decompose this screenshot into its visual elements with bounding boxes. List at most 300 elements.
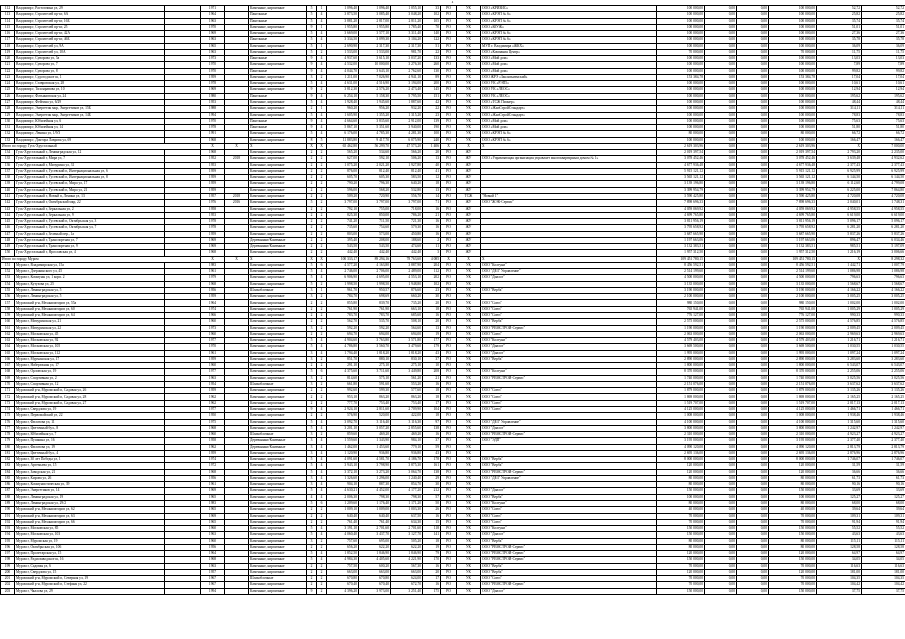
- cell-cost-total: 100 000,00: [657, 93, 705, 99]
- cell-floors: 5: [307, 551, 317, 557]
- cell-private-area: 798,30: [391, 494, 423, 500]
- cell-address: Владимир г, Юбилейная ул, 6: [15, 118, 165, 124]
- cell-cost-budget: 0,00: [737, 237, 769, 243]
- cell-max-cost-per-sqm: 4 958,55: [862, 206, 905, 212]
- cell-address: Муром г, Спортивная ул, 2: [15, 375, 165, 381]
- cell-cost-owners: 100 000,00: [769, 112, 817, 118]
- cell-entrances: 4: [317, 482, 327, 488]
- cell-row-number: 129: [1, 112, 15, 118]
- cell-floors: 5: [307, 419, 317, 425]
- cell-residential-area: 3 560,70: [359, 344, 391, 350]
- cell-total-area: 855,80: [327, 300, 359, 306]
- cell-max-cost-per-sqm: 1 568,67: [862, 281, 905, 287]
- cell-max-cost-per-sqm: 2 377,43: [862, 162, 905, 168]
- cell-cost-fund: 0,00: [705, 37, 737, 43]
- cell-row-number: 201: [1, 576, 15, 582]
- cell-address: Владимир г, Растопчина ул, 29: [15, 6, 165, 12]
- cell-address: Владимир г, Строителей пр-кт, 42А: [15, 31, 165, 37]
- cell-cost-per-sqm: 2 040,01: [817, 200, 862, 206]
- cell-floors: 2: [307, 250, 317, 256]
- cell-row-number: 153: [1, 275, 15, 281]
- cell-manager-type: УК: [457, 269, 481, 275]
- cell-residential-area: 720,90: [359, 193, 391, 199]
- cell-cost-total: 3 590 425,80: [657, 193, 705, 199]
- cell-residential-area: 4 405,60: [359, 557, 391, 563]
- cell-residential-area: 1 296,00: [359, 475, 391, 481]
- cell-wall-material: Каменные, кирпичные: [249, 168, 307, 174]
- cell-cost-budget: 0,00: [737, 544, 769, 550]
- cell-year-built: 1968: [201, 250, 225, 256]
- cell-entrances: 4: [317, 18, 327, 24]
- cell-address: Владимир г, Строителей пр-кт, 46Б: [15, 37, 165, 43]
- cell-manager-type: УК: [457, 475, 481, 481]
- cell-total-area: 4 396,20: [327, 588, 359, 594]
- cell-residential-area: 1 818,20: [359, 350, 391, 356]
- cell-cost-total: 100 000,00: [657, 62, 705, 68]
- cell-address: Муром г, 30 лет Победы ул, 1: [15, 457, 165, 463]
- cell-floors: 5: [307, 81, 317, 87]
- cell-year-built: 1965: [201, 519, 225, 525]
- cell-row-number: 141: [1, 193, 15, 199]
- cell-row-number: 175: [1, 413, 15, 419]
- cell-cost-owners: 100 000,00: [769, 56, 817, 62]
- cell-private-area: 577,60: [391, 388, 423, 394]
- cell-max-cost-per-sqm: 66,72: [862, 131, 905, 137]
- cell-year-built: 1956: [201, 287, 225, 293]
- cell-manager-type: УК: [457, 350, 481, 356]
- cell-cost-per-sqm: 75,63: [817, 118, 862, 124]
- cell-management-company: ООО «КРЭП № 6»: [481, 37, 657, 43]
- cell-cost-per-sqm: 1 086,98: [817, 269, 862, 275]
- cell-cost-fund: 0,00: [705, 187, 737, 193]
- cell-max-cost-per-sqm: 2 813,79: [862, 444, 905, 450]
- cell-max-cost-per-sqm: 8 298,32: [862, 256, 905, 262]
- cell-cost-fund: 0,00: [705, 68, 737, 74]
- cell-floors: 5: [307, 12, 317, 18]
- cell-max-cost-per-sqm: 3 135,26: [862, 388, 905, 394]
- cell-wall-material: Каменные, кирпичные: [249, 413, 307, 419]
- cell-residential-area: 2 706,00: [359, 269, 391, 275]
- cell-max-cost-per-sqm: 2 235,00: [862, 150, 905, 156]
- cell-total-area: 627,00: [327, 156, 359, 162]
- cell-floors: 3: [307, 375, 317, 381]
- cell-residential-area: 2 317,30: [359, 43, 391, 49]
- cell-manager-type: УК: [457, 582, 481, 588]
- cell-row-number: 143: [1, 206, 15, 212]
- cell-manager-type: УК: [457, 49, 481, 55]
- cell-residential-area: 442,40: [359, 250, 391, 256]
- cell-address: Муром г, Цветочный бул., 4: [15, 450, 165, 456]
- cell-wall-material: Каменные, кирпичные: [249, 338, 307, 344]
- cell-wall-material: Каменные, кирпичные: [249, 112, 307, 118]
- cell-year-built: 1959: [201, 231, 225, 237]
- cell-residential-area: 1 533,00: [359, 49, 391, 55]
- cell-address: Муром г, Цветочный бул., 8: [15, 425, 165, 431]
- cell-residents: 16: [423, 225, 441, 231]
- cell-entrances: 2: [317, 375, 327, 381]
- cell-cost-per-sqm: 4 576,85: [817, 319, 862, 325]
- cell-year-built: 1962: [201, 444, 225, 450]
- cell-cost-budget: 0,00: [737, 532, 769, 538]
- cell-cost-per-sqm: 104,35: [817, 576, 862, 582]
- cell-total-area: 6 906,90: [327, 275, 359, 281]
- cell-cost-total: 100 000,00: [657, 106, 705, 112]
- cell-cost-budget: 0,00: [737, 381, 769, 387]
- cell-max-cost-per-sqm: 37,75: [862, 588, 905, 594]
- cell-cost-owners: 3 800 000,00: [769, 425, 817, 431]
- cell-wall-material: Каменные, кирпичные: [249, 363, 307, 369]
- cell-cost-owners: 70 000,00: [769, 563, 817, 569]
- cell-total-area: 1 998,50: [327, 281, 359, 287]
- cell-management-company: ООО «Мой дом»: [481, 68, 657, 74]
- cell-fund-method: РО: [441, 576, 457, 582]
- cell-cost-budget: 0,00: [737, 162, 769, 168]
- cell-manager-type: УК: [457, 319, 481, 325]
- cell-cost-budget: 0,00: [737, 99, 769, 105]
- cell-cost-total: 3 135 000,00: [657, 281, 705, 287]
- cell-year-repair: 2016: [225, 200, 249, 206]
- cell-cost-fund: 0,00: [705, 168, 737, 174]
- cell-management-company: ООО «ЖилСтройСтандарт»: [481, 106, 657, 112]
- cell-floors: 5: [307, 99, 317, 105]
- cell-max-cost-per-sqm: 2 377,40: [862, 438, 905, 444]
- cell-max-cost-per-sqm: 2 165,25: [862, 394, 905, 400]
- cell-cost-per-sqm: 91,94: [817, 519, 862, 525]
- cell-residential-area: 863,20: [359, 394, 391, 400]
- cell-cost-per-sqm: 2 876,96: [817, 450, 862, 456]
- cell-row-number: 186: [1, 482, 15, 488]
- cell-management-company: ООО «КРЭП № 6»: [481, 131, 657, 137]
- cell-address: Гусь-Хрустальный г, Октябрьский мкр, 22: [15, 200, 165, 206]
- cell-cost-fund: 0,00: [705, 106, 737, 112]
- cell-max-cost-per-sqm: 6 144,50: [862, 175, 905, 181]
- cell-total-area: 1 852,50: [327, 551, 359, 557]
- cell-manager-type: УК: [457, 294, 481, 300]
- cell-cost-per-sqm: 1 568,67: [817, 281, 862, 287]
- cell-max-cost-per-sqm: 6 034,46: [862, 237, 905, 243]
- cell-max-cost-per-sqm: 55,52: [862, 526, 905, 532]
- cell-fund-method: РО: [441, 582, 457, 588]
- cell-max-cost-per-sqm: 2 255,06: [862, 369, 905, 375]
- cell-management-company: ООО «Управляющая организация управляет многоквартирным домом № 1»: [481, 156, 657, 162]
- cell-cost-budget: 0,00: [737, 375, 769, 381]
- cell-row-number: 133: [1, 137, 15, 143]
- cell-row-number: 150: [1, 250, 15, 256]
- cell-row-number: 147: [1, 231, 15, 237]
- cell-total-area: 792,10: [327, 206, 359, 212]
- cell-row-number: 139: [1, 181, 15, 187]
- cell-cost-total: 1 869 000,00: [657, 394, 705, 400]
- cell-private-area: 442,40: [391, 250, 423, 256]
- cell-cost-total: 100 000,00: [657, 112, 705, 118]
- cell-wall-material: Каменные, кирпичные: [249, 225, 307, 231]
- cell-wall-material: Каменные, кирпичные: [249, 394, 307, 400]
- cell-row-number: 157: [1, 300, 15, 306]
- cell-max-cost-per-sqm: 3 005,25: [862, 294, 905, 300]
- cell-management-company: ООО "Колтуни": [481, 500, 657, 506]
- cell-cost-owners: 4 100 000,00: [769, 419, 817, 425]
- cell-row-number: 166: [1, 356, 15, 362]
- cell-row-number: 116: [1, 31, 15, 37]
- cell-floors: X: [307, 143, 317, 149]
- cell-cost-fund: 0,00: [705, 588, 737, 594]
- cell-manager-type: УК: [457, 6, 481, 12]
- cell-manager-type: УК: [457, 300, 481, 306]
- cell-manager-type: ЖУ: [457, 181, 481, 187]
- cell-private-area: 6 075,90: [391, 137, 423, 143]
- cell-manager-type: УК: [457, 93, 481, 99]
- cell-max-cost-per-sqm: 17,04: [862, 74, 905, 80]
- cell-floors: 3: [307, 356, 317, 362]
- cell-wall-material: Каменные, кирпичные: [249, 544, 307, 550]
- cell-cost-fund: 0,00: [705, 338, 737, 344]
- cell-address: Гусь-Хрустальный г, Мичурина ул, 31: [15, 162, 165, 168]
- cell-year-built: 1960: [201, 331, 225, 337]
- cell-row-number: 155: [1, 287, 15, 293]
- cell-row-number: 161: [1, 325, 15, 331]
- cell-entrances: 4: [317, 526, 327, 532]
- cell-wall-material: Каменные, кирпичные: [249, 463, 307, 469]
- cell-year-built: 1968: [201, 425, 225, 431]
- cell-cost-per-sqm: 7,89: [817, 62, 862, 68]
- cell-floors: 3: [307, 325, 317, 331]
- cell-residential-area: 3 973,00: [359, 588, 391, 594]
- cell-private-area: 4 553,10: [391, 275, 423, 281]
- cell-year-built: 1994: [201, 588, 225, 594]
- cell-private-area: 672,70: [391, 582, 423, 588]
- cell-address: Муром г, Радиозаводское ш, 16: [15, 557, 165, 563]
- cell-floors: 3: [307, 350, 317, 356]
- cell-cost-total: 2 063 000,00: [657, 331, 705, 337]
- cell-residential-area: 1 343,90: [359, 438, 391, 444]
- cell-private-area: 2 709,90: [391, 407, 423, 413]
- cell-year-built: 1977: [201, 407, 225, 413]
- cell-total-area: 761,40: [327, 519, 359, 525]
- cell-floors: 2: [307, 413, 317, 419]
- cell-cost-per-sqm: 5 096,17: [817, 219, 862, 225]
- cell-year-built: 1965: [201, 494, 225, 500]
- cell-cost-per-sqm: 3 637,62: [817, 381, 862, 387]
- cell-manager-type: УК: [457, 450, 481, 456]
- cell-cost-owners: 2 063 000,00: [769, 331, 817, 337]
- cell-fund-method: РО: [441, 425, 457, 431]
- cell-floors: 2: [307, 156, 317, 162]
- cell-year-built: 1961: [201, 269, 225, 275]
- cell-cost-fund: 0,00: [705, 363, 737, 369]
- cell-total-area: 1 605,90: [327, 112, 359, 118]
- cell-cost-total: 80 000,00: [657, 538, 705, 544]
- cell-floors: 3: [307, 294, 317, 300]
- cell-cost-total: 3 811 956,19: [657, 219, 705, 225]
- cell-cost-owners: 120 000,00: [769, 551, 817, 557]
- cell-cost-fund: 0,00: [705, 56, 737, 62]
- cell-floors: 2: [307, 582, 317, 588]
- cell-entrances: 2: [317, 281, 327, 287]
- cell-cost-total: 120 000,00: [657, 469, 705, 475]
- cell-address: Владимир г, Строителей ул, 10А: [15, 49, 165, 55]
- cell-residential-area: 3 273,20: [359, 469, 391, 475]
- cell-cost-total: 80 000,00: [657, 500, 705, 506]
- cell-residents: 13: [423, 156, 441, 162]
- cell-residents: 22: [423, 106, 441, 112]
- cell-cost-budget: 0,00: [737, 319, 769, 325]
- cell-cost-fund: 0,00: [705, 350, 737, 356]
- cell-private-area: 2 317,30: [391, 43, 423, 49]
- cell-max-cost-per-sqm: 43,63: [862, 532, 905, 538]
- cell-residential-area: 535,70: [359, 319, 391, 325]
- cell-year-built: 1994: [201, 112, 225, 118]
- cell-floors: 3: [307, 482, 317, 488]
- cell-address: Муром г, Владимирская ул, 15а: [15, 262, 165, 268]
- cell-cost-owners: 100 000,00: [769, 106, 817, 112]
- cell-cost-owners: 100 000,00: [769, 62, 817, 68]
- cell-fund-method: РО: [441, 507, 457, 513]
- cell-row-number: 149: [1, 244, 15, 250]
- cell-private-area: 3 037,20: [391, 56, 423, 62]
- cell-cost-per-sqm: 55,52: [817, 526, 862, 532]
- cell-row-number: 142: [1, 200, 15, 206]
- cell-cost-fund: 0,00: [705, 444, 737, 450]
- cell-cost-total: 3 078 452,46: [657, 156, 705, 162]
- cell-max-cost-per-sqm: 1 007,79: [862, 262, 905, 268]
- cell-floors: 5: [307, 369, 317, 375]
- cell-residential-area: 936,80: [359, 450, 391, 456]
- cell-cost-budget: 0,00: [737, 576, 769, 582]
- cell-row-number: 190: [1, 507, 15, 513]
- cell-total-area: 4 937,60: [327, 56, 359, 62]
- cell-cost-fund: 0,00: [705, 250, 737, 256]
- cell-wall-material: Деревянные/Каменные: [249, 237, 307, 243]
- cell-floors: 3: [307, 444, 317, 450]
- cell-cost-fund: 0,00: [705, 419, 737, 425]
- cell-residents: 151: [423, 93, 441, 99]
- cell-entrances: 2: [317, 300, 327, 306]
- cell-entrances: 4: [317, 125, 327, 131]
- cell-wall-material: Каменные, кирпичные: [249, 407, 307, 413]
- cell-cost-owners: 1 879 000,00: [769, 388, 817, 394]
- cell-address: Муром г, Заводская ул, 21: [15, 469, 165, 475]
- cell-cost-total: 2 575 000,00: [657, 319, 705, 325]
- cell-cost-budget: 0,00: [737, 187, 769, 193]
- cell-residents: 139: [423, 118, 441, 124]
- cell-private-area: 812,40: [391, 168, 423, 174]
- cell-private-area: 876,60: [391, 287, 423, 293]
- cell-residents: 23: [423, 112, 441, 118]
- cell-cadastral: [165, 588, 201, 594]
- cell-year-built: 1965: [201, 43, 225, 49]
- cell-fund-method: РО: [441, 56, 457, 62]
- cell-management-company: ООО "Верба": [481, 538, 657, 544]
- cell-cost-total: 150 000,00: [657, 488, 705, 494]
- cell-wall-material: Панельные: [249, 56, 307, 62]
- cell-cost-total: 1 190 000,00: [657, 325, 705, 331]
- cell-manager-type: УК: [457, 331, 481, 337]
- cell-cost-owners: 2 019 397,54: [769, 150, 817, 156]
- cell-residents: 2: [423, 237, 441, 243]
- cell-manager-type: УК: [457, 43, 481, 49]
- total-label: Итого по городу Гусь-Хрустальный: [1, 143, 201, 149]
- cell-entrances: 2: [317, 363, 327, 369]
- cell-row-number: 174: [1, 407, 15, 413]
- cell-year-built: 1962: [201, 400, 225, 406]
- cell-cost-fund: 0,00: [705, 18, 737, 24]
- cell-row-number: 132: [1, 131, 15, 137]
- cell-row-number: 120: [1, 56, 15, 62]
- cell-total-area: 1 928,40: [327, 99, 359, 105]
- cell-cost-per-sqm: 1 097,24: [817, 350, 862, 356]
- cell-cost-total: 3 565 121,12: [657, 175, 705, 181]
- cell-cost-fund: 0,00: [705, 381, 737, 387]
- cell-residents: 19: [423, 331, 441, 337]
- cell-cost-per-sqm: 6 112,60: [817, 181, 862, 187]
- cell-cost-per-sqm: 25,82: [817, 12, 862, 18]
- cell-max-cost-per-sqm: 52,72: [862, 6, 905, 12]
- cell-cost-fund: 0,00: [705, 231, 737, 237]
- cell-row-number: 125: [1, 87, 15, 93]
- cell-fund-method: РО: [441, 569, 457, 575]
- cell-total-area: 3 092,70: [327, 419, 359, 425]
- cell-wall-material: Каменные, кирпичные: [249, 331, 307, 337]
- cell-residents: 21: [423, 212, 441, 218]
- cell-residents: 105: [423, 18, 441, 24]
- cell-cost-total: 3 669 500,00: [657, 344, 705, 350]
- cell-private-area: 3 449,80: [391, 369, 423, 375]
- cell-wall-material: Каменные, кирпичные: [249, 281, 307, 287]
- cell-cost-per-sqm: 3 135,26: [817, 388, 862, 394]
- cell-cost-per-sqm: 6 619,00: [817, 212, 862, 218]
- cell-year-built: 1975: [201, 419, 225, 425]
- cell-address: Муром г, Мурманская ул, 17: [15, 356, 165, 362]
- cell-private-area: 2 855,60: [391, 425, 423, 431]
- cell-year-built: 1957: [201, 569, 225, 575]
- cell-row-number: 181: [1, 450, 15, 456]
- cell-max-cost-per-sqm: 1 005,29: [862, 306, 905, 312]
- cell-cost-total: 100 000,00: [657, 87, 705, 93]
- cell-cost-owners: 70 000,00: [769, 513, 817, 519]
- cell-manager-type: УК: [457, 56, 481, 62]
- cell-year-built: 1954: [201, 381, 225, 387]
- cell-year-built: 1959: [201, 168, 225, 174]
- cell-cost-per-sqm: 11,75: [817, 49, 862, 55]
- cell-cost-per-sqm: 10,61: [817, 81, 862, 87]
- cell-cost-owners: 4 579 403,00: [769, 338, 817, 344]
- cell-year-built: 1959: [201, 74, 225, 80]
- cell-residents: 20: [423, 150, 441, 156]
- cell-cost-per-sqm: 4 720,08: [817, 193, 862, 199]
- cell-wall-material: Каменные, кирпичные: [249, 187, 307, 193]
- cell-fund-method: РО: [441, 557, 457, 563]
- cell-cost-budget: 0,00: [737, 106, 769, 112]
- cell-private-area: 1 003,30: [391, 507, 423, 513]
- cell-total-area: 876,00: [327, 168, 359, 174]
- cell-cost-fund: 0,00: [705, 526, 737, 532]
- cell-cost-owners: 100 000,00: [769, 137, 817, 143]
- cell-residents: 20: [423, 300, 441, 306]
- cell-max-cost-per-sqm: 6 619,00: [862, 212, 905, 218]
- cell-residential-area: 592,20: [359, 325, 391, 331]
- cell-cost-fund: 0,00: [705, 237, 737, 243]
- cell-residential-area: 592,10: [359, 156, 391, 162]
- cell-max-cost-per-sqm: 1 086,98: [862, 269, 905, 275]
- cell-residents: 30: [423, 294, 441, 300]
- cell-residential-area: 4 785,30: [359, 131, 391, 137]
- cell-residents: 12: [423, 175, 441, 181]
- cell-cost-budget: 0,00: [737, 582, 769, 588]
- cell-private-area: 4 941,10: [391, 74, 423, 80]
- cell-floors: 5: [307, 500, 317, 506]
- cell-floors: 5: [307, 344, 317, 350]
- cell-total-area: 640,40: [327, 513, 359, 519]
